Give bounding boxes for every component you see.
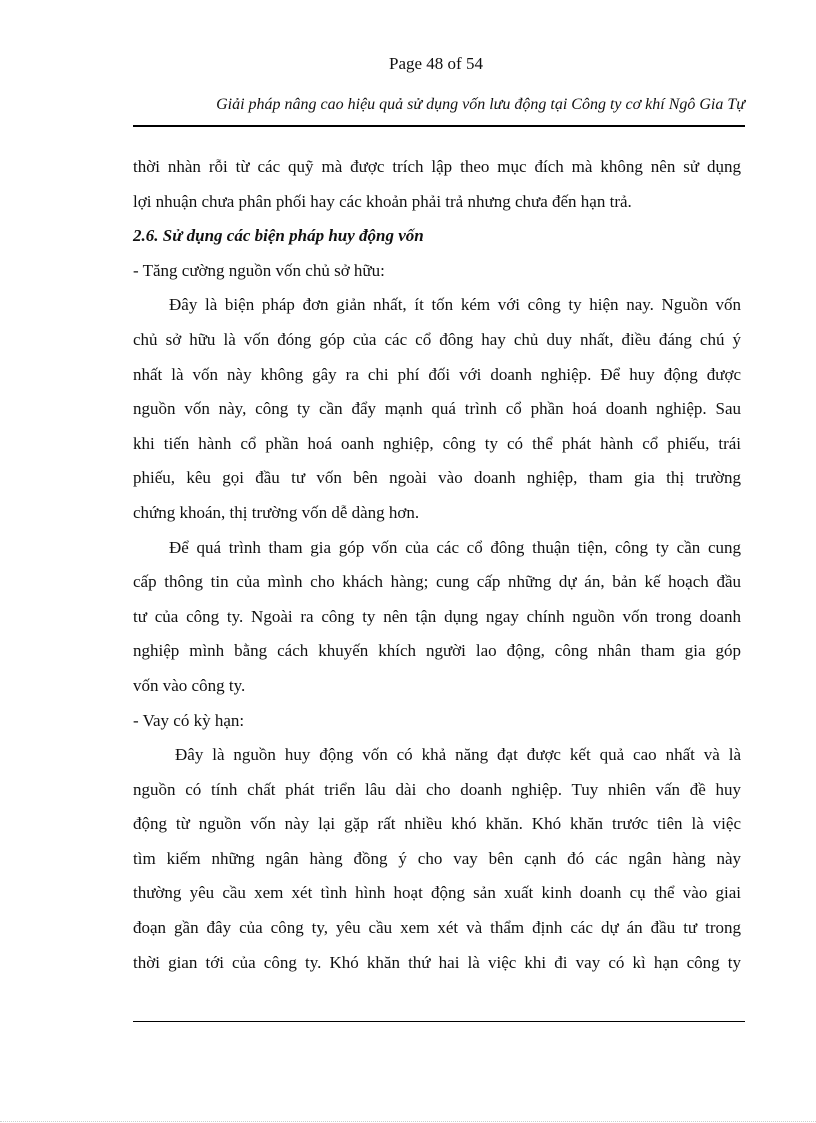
text-line: Đây là biện pháp đơn giản nhất, ít tốn kém với công ty hiện nay. Nguồn vốn [169, 295, 741, 315]
running-header-title: Giải pháp nâng cao hiệu quả sử dụng vốn lưu động tại Công ty cơ khí Ngô Gia Tự [216, 96, 745, 113]
list-item-equity: - Tăng cường nguồn vốn chủ sở hữu: [133, 260, 385, 280]
section-heading: 2.6. Sử dụng các biện pháp huy động vốn [133, 226, 424, 246]
text-line: khi tiến hành cổ phần hoá oanh nghiệp, công ty có thể phát hành cổ phiếu, trái [133, 433, 741, 453]
document-body [133, 150, 741, 980]
text-line: nghiệp mình bằng cách khuyến khích người lao động, công nhân tham gia góp [133, 641, 741, 661]
text-line: nguồn vốn này, công ty cần đẩy mạnh quá trình cổ phần hoá doanh nghiệp. Sau [133, 399, 741, 419]
text-line: lợi nhuận chưa phân phối hay các khoản phải trả nhưng chưa đến hạn trả. [133, 191, 632, 211]
text-line: Đây là nguồn huy động vốn có khả năng đạt được kết quả cao nhất và là [175, 745, 741, 765]
text-line: động từ nguồn vốn này lại gặp rất nhiều khó khăn. Khó khăn trước tiên là việc [133, 814, 741, 834]
text-line: tìm kiếm những ngân hàng đồng ý cho vay bên cạnh đó các ngân hàng này [133, 848, 741, 868]
footer-divider [133, 1021, 745, 1022]
text-line: đoạn gần đây của công ty, yêu cầu xem xét và thẩm định các dự án đầu tư trong [133, 918, 741, 938]
page-number: Page 48 of 54 [389, 54, 483, 73]
text-line: nguồn có tính chất phát triển lâu dài cho doanh nghiệp. Tuy nhiên vấn đề huy [133, 779, 741, 799]
text-line: thời nhàn rỗi từ các quỹ mà được trích lập theo mục đích mà không nên sử dụng [133, 157, 741, 176]
text-line: vốn vào công ty. [133, 675, 246, 695]
text-line: chủ sở hữu là vốn đóng góp của các cổ đông hay chủ duy nhất, điều đáng chú ý [133, 329, 741, 349]
header-divider [133, 125, 745, 127]
text-line: Để quá trình tham gia góp vốn của các cổ đông thuận tiện, công ty cần cung [169, 537, 741, 557]
list-item-term-loan: - Vay có kỳ hạn: [133, 710, 245, 730]
text-line: cấp thông tin của mình cho khách hàng; cung cấp những dự án, bản kế hoạch đầu [133, 572, 741, 592]
text-line: thời gian tới của công ty. Khó khăn thứ hai là việc khi đi vay có kì hạn công ty [133, 952, 741, 972]
text-line: thường yêu cầu xem xét tình hình hoạt động sản xuất kinh doanh cụ thể vào giai [133, 883, 741, 903]
text-line: chứng khoán, thị trường vốn dễ dàng hơn. [133, 502, 420, 522]
text-line: phiếu, kêu gọi đầu tư vốn bên ngoài vào doanh nghiệp, tham gia thị trường [133, 468, 741, 488]
text-line: tư của công ty. Ngoài ra công ty nên tận dụng ngay chính nguồn vốn trong doanh [133, 606, 741, 626]
text-line: nhất là vốn này không gây ra chi phí đối với doanh nghiệp. Để huy động được [133, 364, 741, 384]
page-bottom-edge [0, 1121, 816, 1122]
